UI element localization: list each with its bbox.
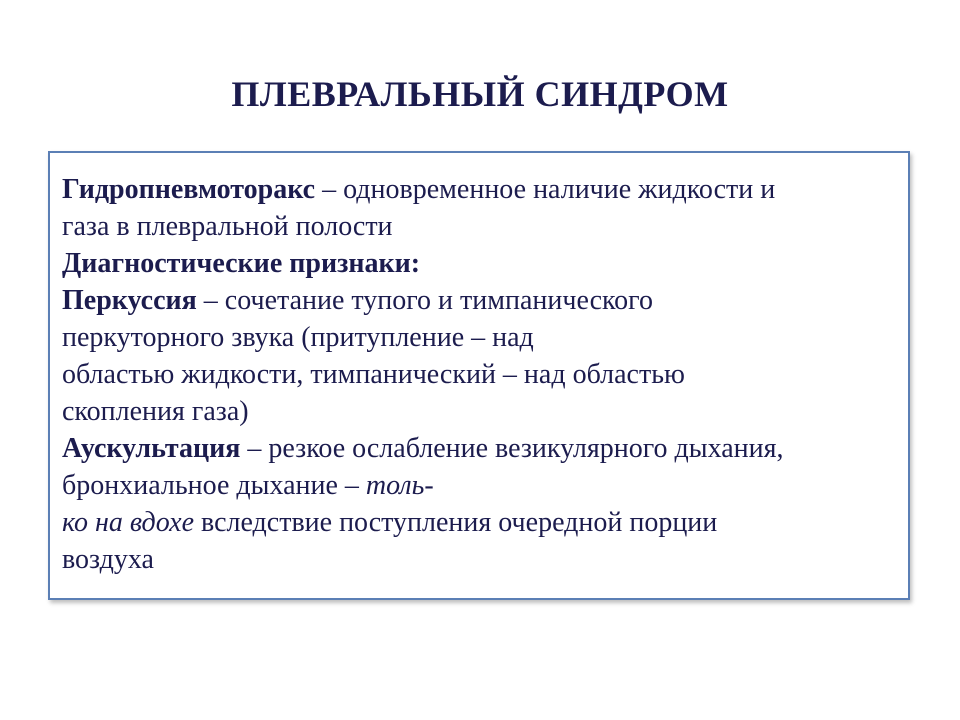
percussion-line-2: перкуторного звука (притупление – над xyxy=(62,322,534,353)
definition-line-2: газа в плевральной полости xyxy=(62,211,393,242)
auscultation-text-3-italic: ко на вдохе xyxy=(62,507,195,538)
percussion-line-1 xyxy=(62,282,892,319)
auscultation-line-2 xyxy=(62,467,892,504)
auscultation-text-3: вследствие поступления очередной порции xyxy=(194,507,718,538)
percussion-text-1: – сочетание тупого и тимпанического xyxy=(196,285,653,316)
auscultation-text-2: бронхиальное дыхание – xyxy=(62,470,366,501)
auscultation-text-2-italic: толь- xyxy=(365,470,434,501)
definition-line-1 xyxy=(62,171,892,208)
content-box xyxy=(48,151,910,600)
percussion-line-3: областью жидкости, тимпанический – над областью xyxy=(62,359,685,390)
auscultation-line-3 xyxy=(62,504,892,541)
auscultation-text-1: – резкое ослабление везикулярного дыхания, xyxy=(240,433,784,464)
diagnostics-heading: Диагностические признаки: xyxy=(62,248,421,279)
percussion-line-4: скопления газа) xyxy=(62,396,249,427)
auscultation-line-1 xyxy=(62,430,892,467)
auscultation-line-4: воздуха xyxy=(62,544,154,575)
content-text xyxy=(62,171,892,578)
auscultation-term: Аускультация xyxy=(62,433,241,464)
slide-title: ПЛЕВРАЛЬНЫЙ СИНДРОМ xyxy=(231,74,729,114)
definition-term: Гидропневмоторакс xyxy=(62,174,316,205)
percussion-term: Перкуссия xyxy=(62,285,197,316)
definition-text-1: – одновременное наличие жидкости и xyxy=(315,174,776,205)
